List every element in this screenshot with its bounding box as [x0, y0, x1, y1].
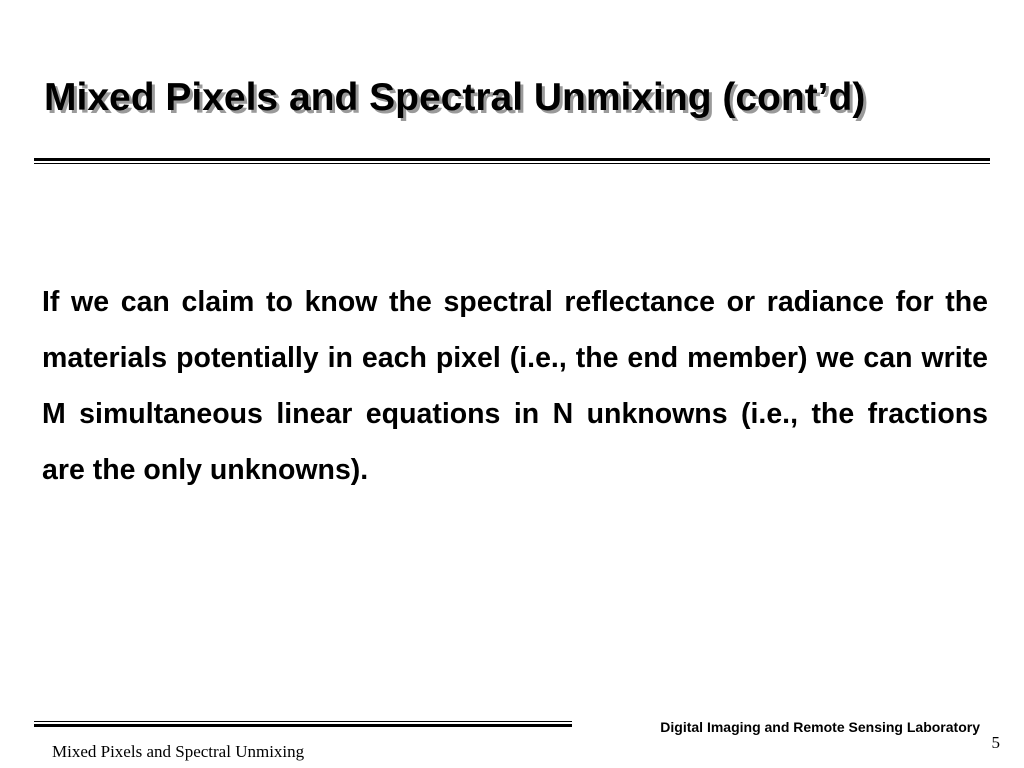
footer-divider-thin	[34, 721, 572, 722]
title-divider-thin	[34, 163, 990, 164]
footer-divider-thick	[34, 724, 572, 727]
slide-body-text: If we can claim to know the spectral reflectance or radiance for the materials potentially in each pixel (i.e., the end member) we can write M simultaneous linear equations in N unknowns (i.e., the fractions are the only unknowns).	[42, 286, 988, 486]
page-number: 5	[991, 733, 1000, 752]
slide-title: Mixed Pixels and Spectral Unmixing (cont’d)	[44, 76, 866, 119]
footer-title: Mixed Pixels and Spectral Unmixing	[52, 742, 305, 761]
title-divider-thick	[34, 158, 990, 161]
footer-lab-name: Digital Imaging and Remote Sensing Laboratory	[660, 719, 980, 735]
